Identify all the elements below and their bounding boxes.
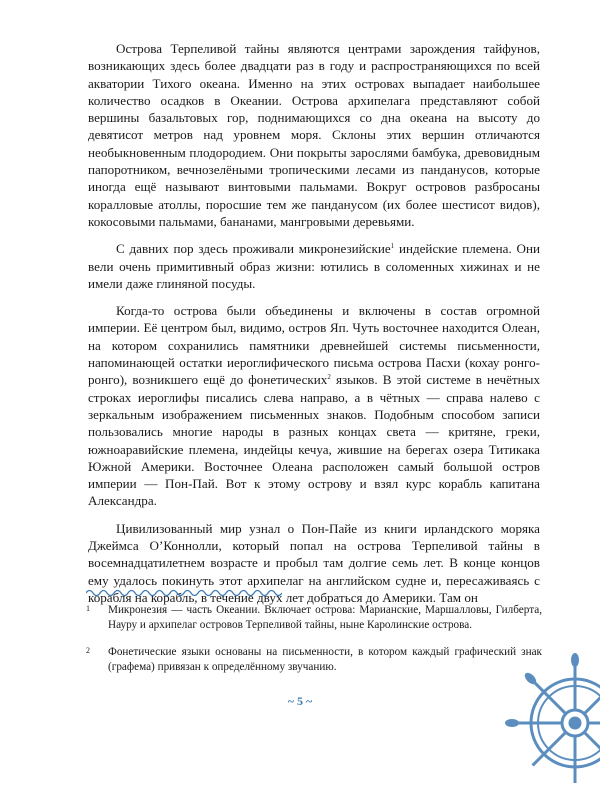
footnote-text-1: Микронезия — часть Океании. Включает острова: Марианские, Маршалловы, Гилберта, Науру и архипелаг островов Терпеливой тайны, ныне Каролинские острова.	[108, 604, 542, 631]
paragraph-1: Острова Терпеливой тайны являются центрами зарождения тайфунов, возникающих здесь более двадцати раз в году и распространяющихся по всей акватории Тихого океана. Именно на этих островах выпадает наибольшее количество осадков в Океании. Острова архипелага представляют собой вершины базальтовых гор, поднимающихся со дна океана на высоту до девятисот метров над уровнем моря. Склоны этих вершин отличаются необыкновенным плодородием. Они покрыты зарослями бамбука, древовидным папоротником, вечнозелёными тропическими лесами из панданусов, которые иногда ещё называют винтовыми пальмами. Вокруг островов разбросаны коралловые атоллы, поросшие тем же панданусом (их более шестисот видов), кокосовыми пальмами, бананами, мангровыми деревьями.	[88, 41, 540, 229]
footnote-ref-2[interactable]: 2	[327, 373, 331, 382]
paragraph-3	[88, 302, 540, 510]
paragraph-2-start: С давних пор здесь проживали микронезийские	[116, 241, 391, 257]
footnote-text-2: Фонетические языки основаны на письменности, в котором каждый графический знак (графема) привязан к определённому звучанию.	[108, 646, 542, 673]
footnote-1	[86, 603, 542, 633]
footnote-mark-2: 2	[86, 646, 90, 655]
ship-wheel-icon	[500, 648, 600, 798]
footnote-2	[86, 645, 542, 675]
footnotes	[86, 603, 542, 687]
paragraph-3-start: Когда-то острова были объединены и включены в состав огромной империи. Её центром был, видимо, остров Яп. Чуть восточнее находится Олеан, на котором сохранились памятники древнейшей системы письменности, напоминающей остатки иероглифического письма острова Пасхи (кохау ронго-ронго), возникшего ещё до фонетических	[88, 303, 540, 388]
wavy-line-divider	[86, 588, 282, 598]
paragraph-2	[88, 240, 540, 292]
footnote-mark-1: 1	[86, 604, 90, 613]
paragraph-3-end: языков. В этой системе в нечётных строках иероглифы писались слева направо, а в чётных — справа налево с зеркальным изображением письменных знаков. Подобным способом записи пользовались многие народы в разных концах света — критяне, греки, южноаравийские племена, индейцы кечуа, жившие на берегах озера Титикака Южной Америки. Восточнее Олеана расположен самый большой остров империи — Пон-Пай. Вот к этому острову и взял курс корабль капитана Александра.	[88, 372, 540, 509]
page-number: ~ 5 ~	[287, 694, 313, 708]
main-text	[88, 40, 540, 606]
paragraph-2-end: индейские племена. Они вели очень примитивный образ жизни: ютились в соломенных хижинах и не имели даже глиняной посуды.	[88, 241, 540, 291]
footnote-ref-1[interactable]: 1	[390, 242, 395, 251]
paragraph-4: Цивилизованный мир узнал о Пон-Пайе из книги ирландского моряка Джеймса О’Коннолли, который попал на острова Терпеливой тайны в восемнадцатилетнем возрасте и пробыл там долгие семь лет. В конце концов ему удалось покинуть этот архипелаг на английском судне и, пересаживаясь с корабля на корабль, в течение двух лет добраться до Америки. Там он	[88, 520, 540, 605]
